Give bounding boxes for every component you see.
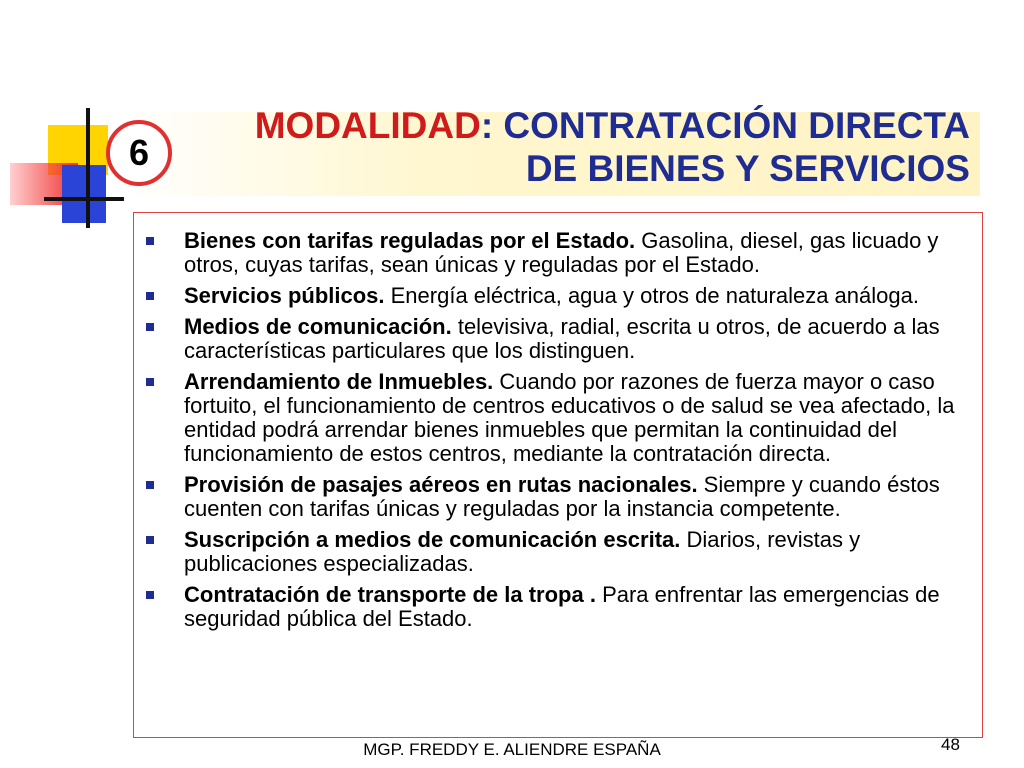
title-line-2: DE BIENES Y SERVICIOS bbox=[525, 148, 970, 189]
bullet-heading: Servicios públicos. bbox=[184, 283, 385, 308]
bullet-heading: Bienes con tarifas reguladas por el Estado. bbox=[184, 228, 636, 253]
footer-author: MGP. FREDDY E. ALIENDRE ESPAÑA bbox=[363, 740, 661, 759]
bullet-square-icon bbox=[146, 323, 154, 331]
bullet-list bbox=[146, 229, 968, 638]
bullet-text: Energía eléctrica, agua y otros de naturaleza análoga. bbox=[384, 283, 919, 308]
bullet-square-icon bbox=[146, 237, 154, 245]
title-highlight: MODALIDAD bbox=[254, 105, 481, 146]
title-rest: : CONTRATACIÓN DIRECTA bbox=[480, 105, 970, 146]
bullet-square-icon bbox=[146, 591, 154, 599]
bullet-text: Cuando por razones de fuerza mayor o caso fortuito, el funcionamiento de centros educativos o de salud se vea afectado, la entidad podrá arrendar bienes inmuebles que permitan la continuidad del funcionamiento de estos centros, mediante la contratación directa. bbox=[184, 369, 955, 466]
list-item bbox=[146, 229, 968, 277]
title-line-1 bbox=[150, 104, 970, 147]
list-item bbox=[146, 583, 968, 631]
bullet-square-icon bbox=[146, 481, 154, 489]
bullet-square-icon bbox=[146, 536, 154, 544]
slide-title bbox=[150, 104, 970, 190]
page-number: 48 bbox=[941, 735, 960, 754]
bullet-text: Gasolina, diesel, gas licuado y otros, cuyas tarifas, sean únicas y reguladas por el Estado. bbox=[184, 228, 939, 277]
list-item bbox=[146, 370, 968, 466]
bullet-heading: Contratación de transporte de la tropa . bbox=[184, 582, 596, 607]
decor-vertical-line bbox=[86, 108, 90, 228]
bullet-heading: Medios de comunicación. bbox=[184, 314, 452, 339]
list-item bbox=[146, 284, 968, 308]
bullet-square-icon bbox=[146, 292, 154, 300]
bullet-text: televisiva, radial, escrita u otros, de acuerdo a las características particulares que los distinguen. bbox=[184, 314, 940, 363]
list-item bbox=[146, 315, 968, 363]
bullet-text: Diarios, revistas y publicaciones especializadas. bbox=[184, 527, 861, 576]
bullet-text: Siempre y cuando éstos cuenten con tarifas únicas y reguladas por la instancia competente. bbox=[184, 472, 940, 521]
bullet-square-icon bbox=[146, 378, 154, 386]
decor-blue-square bbox=[62, 165, 106, 223]
list-item bbox=[146, 528, 968, 576]
bullet-text: Para enfrentar las emergencias de seguridad pública del Estado. bbox=[184, 582, 940, 631]
decor-horizontal-line bbox=[44, 197, 124, 201]
list-item bbox=[146, 473, 968, 521]
slide-number-badge: 6 bbox=[106, 120, 172, 186]
bullet-heading: Provisión de pasajes aéreos en rutas nacionales. bbox=[184, 472, 698, 497]
bullet-heading: Suscripción a medios de comunicación escrita. bbox=[184, 527, 681, 552]
bullet-heading: Arrendamiento de Inmuebles. bbox=[184, 369, 494, 394]
